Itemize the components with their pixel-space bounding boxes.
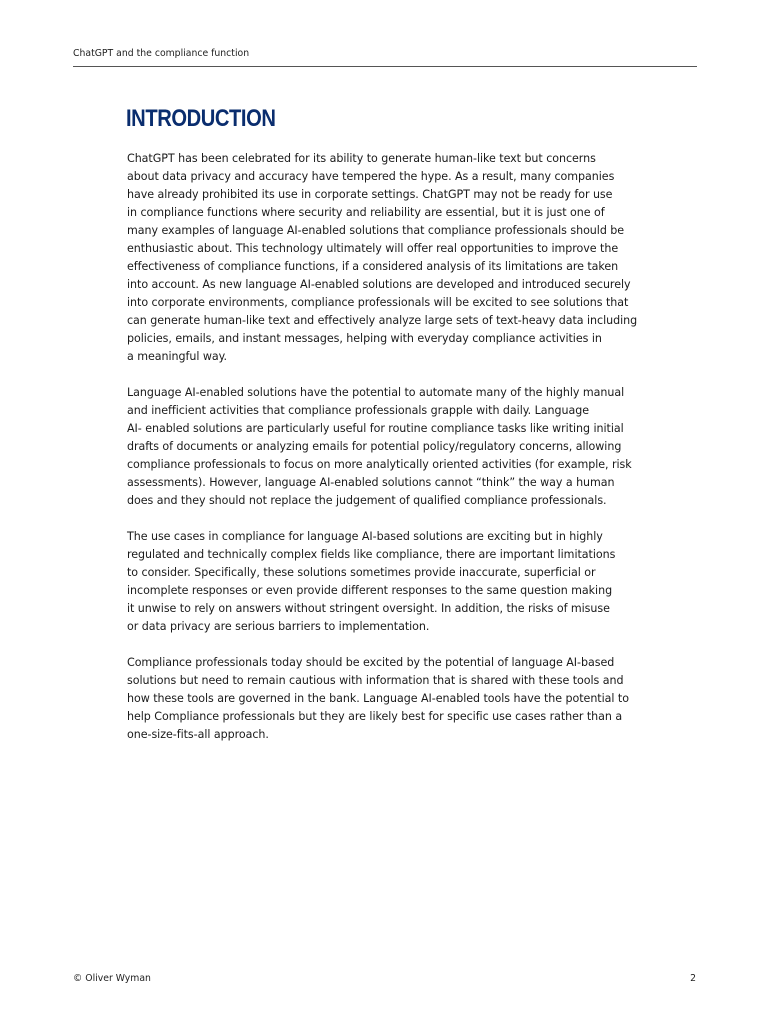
text-line: help Compliance professionals but they are likely best for specific use cases rather than a: [127, 710, 623, 723]
text-line: Compliance professionals today should be excited by the potential of language AI-based: [127, 656, 615, 669]
text-line: compliance professionals to focus on more analytically oriented activities (for example, risk: [127, 458, 632, 471]
text-line: into account. As new language AI-enabled solutions are developed and introduced securely: [127, 278, 631, 291]
running-header-title: ChatGPT and the compliance function: [73, 48, 250, 59]
running-header: [73, 47, 697, 67]
text-line: does and they should not replace the judgement of qualified compliance professionals.: [127, 494, 607, 507]
text-line: Language AI-enabled solutions have the potential to automate many of the highly manual: [127, 386, 625, 399]
text-line: have already prohibited its use in corporate settings. ChatGPT may not be ready for use: [127, 188, 613, 201]
page-title: INTRODUCTION: [126, 105, 276, 132]
text-line: The use cases in compliance for language AI-based solutions are exciting but in highly: [127, 530, 603, 543]
text-line: ChatGPT has been celebrated for its ability to generate human-like text but concerns: [127, 152, 596, 165]
text-line: enthusiastic about. This technology ultimately will offer real opportunities to improve the: [127, 242, 619, 255]
text-line: solutions but need to remain cautious with information that is shared with these tools and: [127, 674, 624, 687]
running-footer: [73, 971, 697, 987]
text-line: incomplete responses or even provide different responses to the same question making: [127, 584, 613, 597]
body-text: [127, 150, 645, 762]
text-line: drafts of documents or analyzing emails for potential policy/regulatory concerns, allowing: [127, 440, 622, 453]
text-line: in compliance functions where security and reliability are essential, but it is just one of: [127, 206, 605, 219]
text-line: can generate human-like text and effectively analyze large sets of text-heavy data including: [127, 314, 638, 327]
text-line: many examples of language AI-enabled solutions that compliance professionals should be: [127, 224, 625, 237]
text-line: about data privacy and accuracy have tempered the hype. As a result, many companies: [127, 170, 615, 183]
paragraph-4: [127, 654, 645, 744]
text-line: policies, emails, and instant messages, helping with everyday compliance activities in: [127, 332, 602, 345]
text-line: to consider. Specifically, these solutions sometimes provide inaccurate, superficial or: [127, 566, 596, 579]
paragraph-1: [127, 150, 645, 366]
text-line: effectiveness of compliance functions, if a considered analysis of its limitations are taken: [127, 260, 619, 273]
text-line: a meaningful way.: [127, 350, 228, 363]
text-line: into corporate environments, compliance professionals will be excited to see solutions that: [127, 296, 629, 309]
paragraph-2: [127, 384, 645, 510]
text-line: and inefficient activities that compliance professionals grapple with daily. Language: [127, 404, 589, 417]
page-number: 2: [690, 973, 696, 984]
text-line: regulated and technically complex fields like compliance, there are important limitations: [127, 548, 616, 561]
copyright-notice: © Oliver Wyman: [73, 973, 151, 984]
text-line: or data privacy are serious barriers to implementation.: [127, 620, 430, 633]
paragraph-3: [127, 528, 645, 636]
text-line: it unwise to rely on answers without stringent oversight. In addition, the risks of misuse: [127, 602, 610, 615]
text-line: how these tools are governed in the bank. Language AI-enabled tools have the potential to: [127, 692, 629, 705]
text-line: one-size-fits-all approach.: [127, 728, 269, 741]
text-line: AI- enabled solutions are particularly useful for routine compliance tasks like writing initial: [127, 422, 624, 435]
text-line: assessments). However, language AI-enabled solutions cannot “think” the way a human: [127, 476, 615, 489]
